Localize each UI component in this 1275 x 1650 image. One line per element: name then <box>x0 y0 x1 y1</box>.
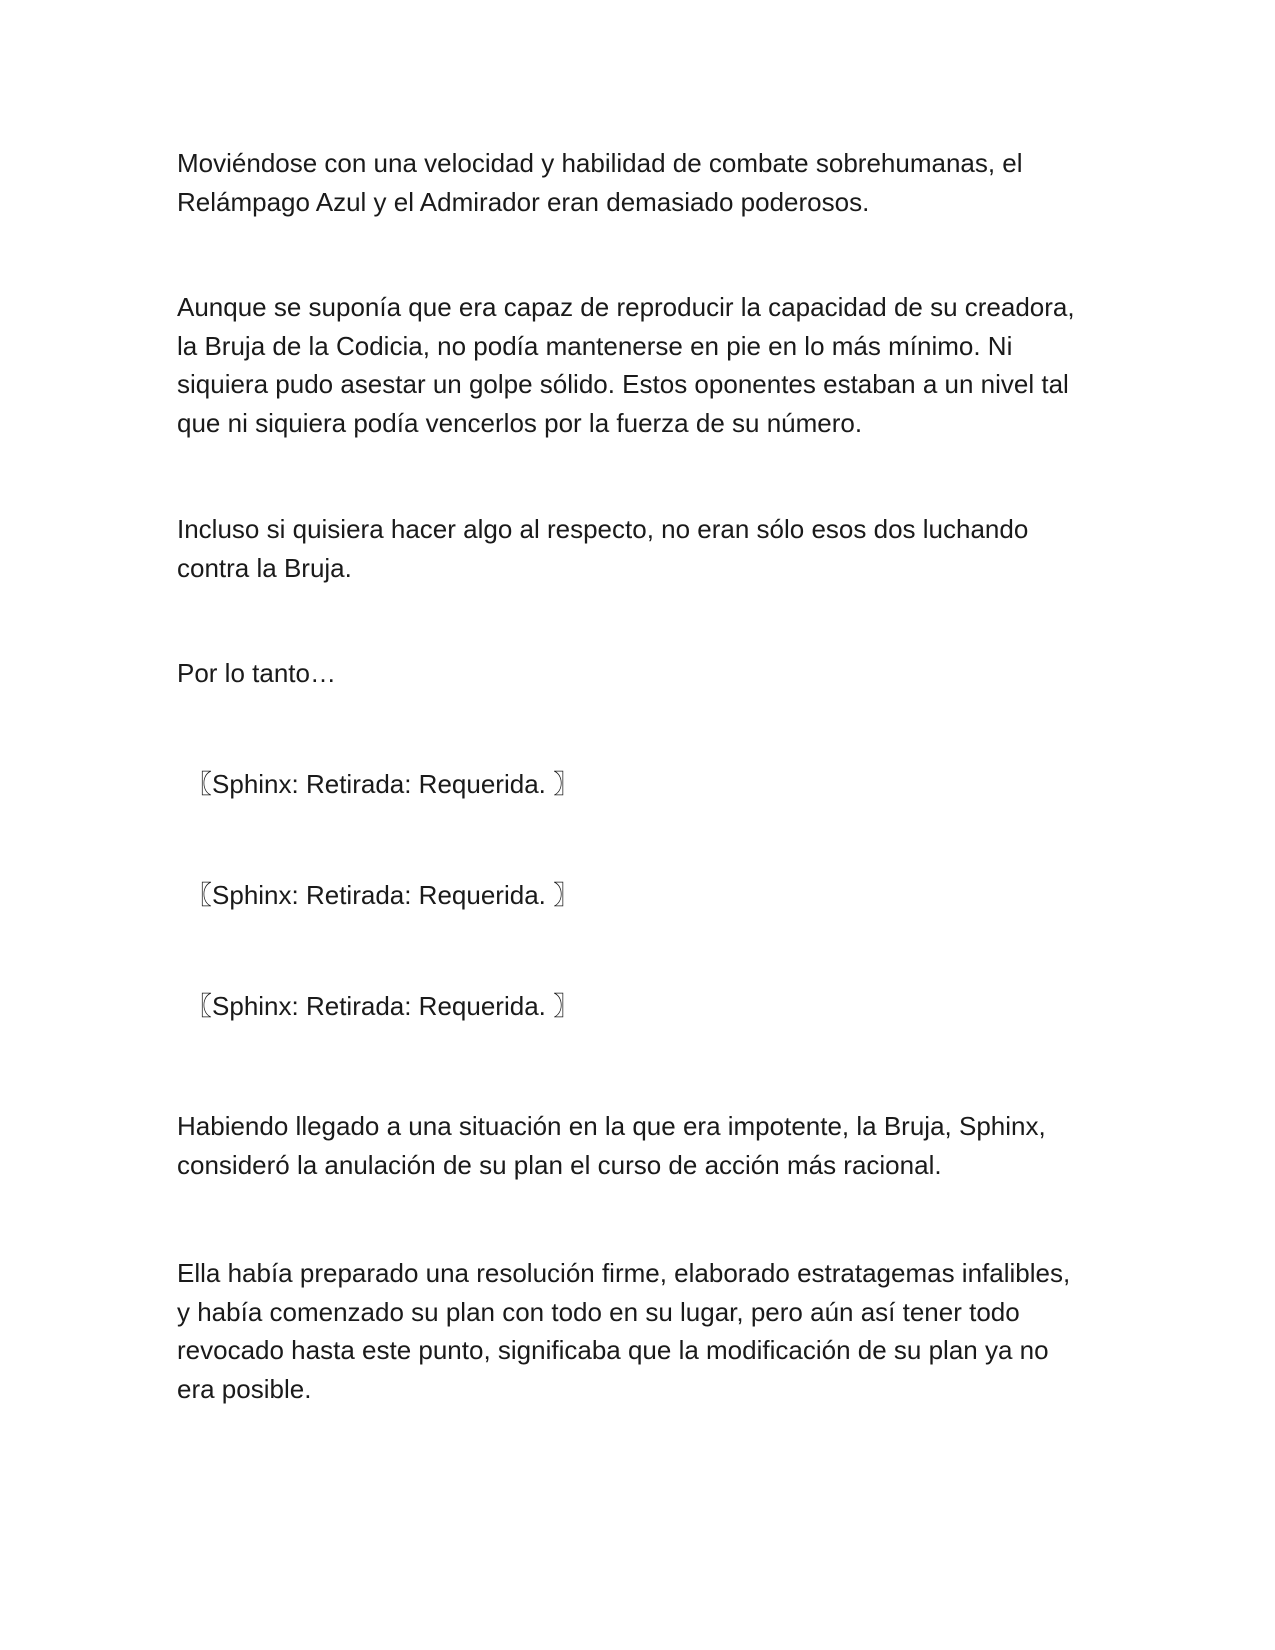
close-bracket: 〗 <box>553 992 580 1022</box>
paragraph-6 <box>177 1254 1117 1408</box>
paragraph-line: contra la Bruja. <box>177 552 352 583</box>
system-message-text: Sphinx: Retirada: Requerida. <box>212 991 554 1021</box>
system-message-text: Sphinx: Retirada: Requerida. <box>212 880 554 910</box>
paragraph-line: Habiendo llegado a una situación en la que era impotente, la Bruja, Sphinx, <box>177 1111 1046 1141</box>
open-bracket: 〖 <box>186 770 213 800</box>
paragraph-line: consideró la anulación de su plan el curso de acción más racional. <box>177 1149 942 1180</box>
paragraph-line: Moviéndose con una velocidad y habilidad de combate sobrehumanas, el <box>177 148 1023 178</box>
paragraph-line: era posible. <box>177 1373 312 1404</box>
open-bracket: 〖 <box>186 992 213 1022</box>
close-bracket: 〗 <box>553 770 580 800</box>
paragraph-line: Aunque se suponía que era capaz de reproducir la capacidad de su creadora, <box>177 292 1075 322</box>
paragraph-line: y había comenzado su plan con todo en su lugar, pero aún así tener todo <box>177 1296 1020 1327</box>
paragraph-line: revocado hasta este punto, significaba que la modificación de su plan ya no <box>177 1335 1049 1365</box>
open-bracket: 〖 <box>186 881 213 911</box>
paragraph-3 <box>177 510 1117 587</box>
paragraph-line: Relámpago Azul y el Admirador eran demasiado poderosos. <box>177 186 870 217</box>
paragraph-5 <box>177 1107 1117 1184</box>
paragraph-1 <box>177 144 1117 221</box>
system-message-text: Sphinx: Retirada: Requerida. <box>212 769 554 799</box>
paragraph-4 <box>177 654 1117 693</box>
paragraph-line: Incluso si quisiera hacer algo al respecto, no eran sólo esos dos luchando <box>177 514 1029 544</box>
paragraph-line: Por lo tanto… <box>177 658 336 688</box>
paragraph-2 <box>177 288 1117 442</box>
paragraph-line: siquiera pudo asestar un golpe sólido. Estos oponentes estaban a un nivel tal <box>177 369 1069 399</box>
paragraph-line: Ella había preparado una resolución firme, elaborado estratagemas infalibles, <box>177 1258 1071 1288</box>
system-message-3 <box>186 987 579 1027</box>
paragraph-line: la Bruja de la Codicia, no podía mantenerse en pie en lo más mínimo. Ni <box>177 330 1013 361</box>
system-message-2 <box>186 876 579 916</box>
paragraph-line: que ni siquiera podía vencerlos por la fuerza de su número. <box>177 407 863 438</box>
system-message-1 <box>186 765 579 805</box>
close-bracket: 〗 <box>553 881 580 911</box>
